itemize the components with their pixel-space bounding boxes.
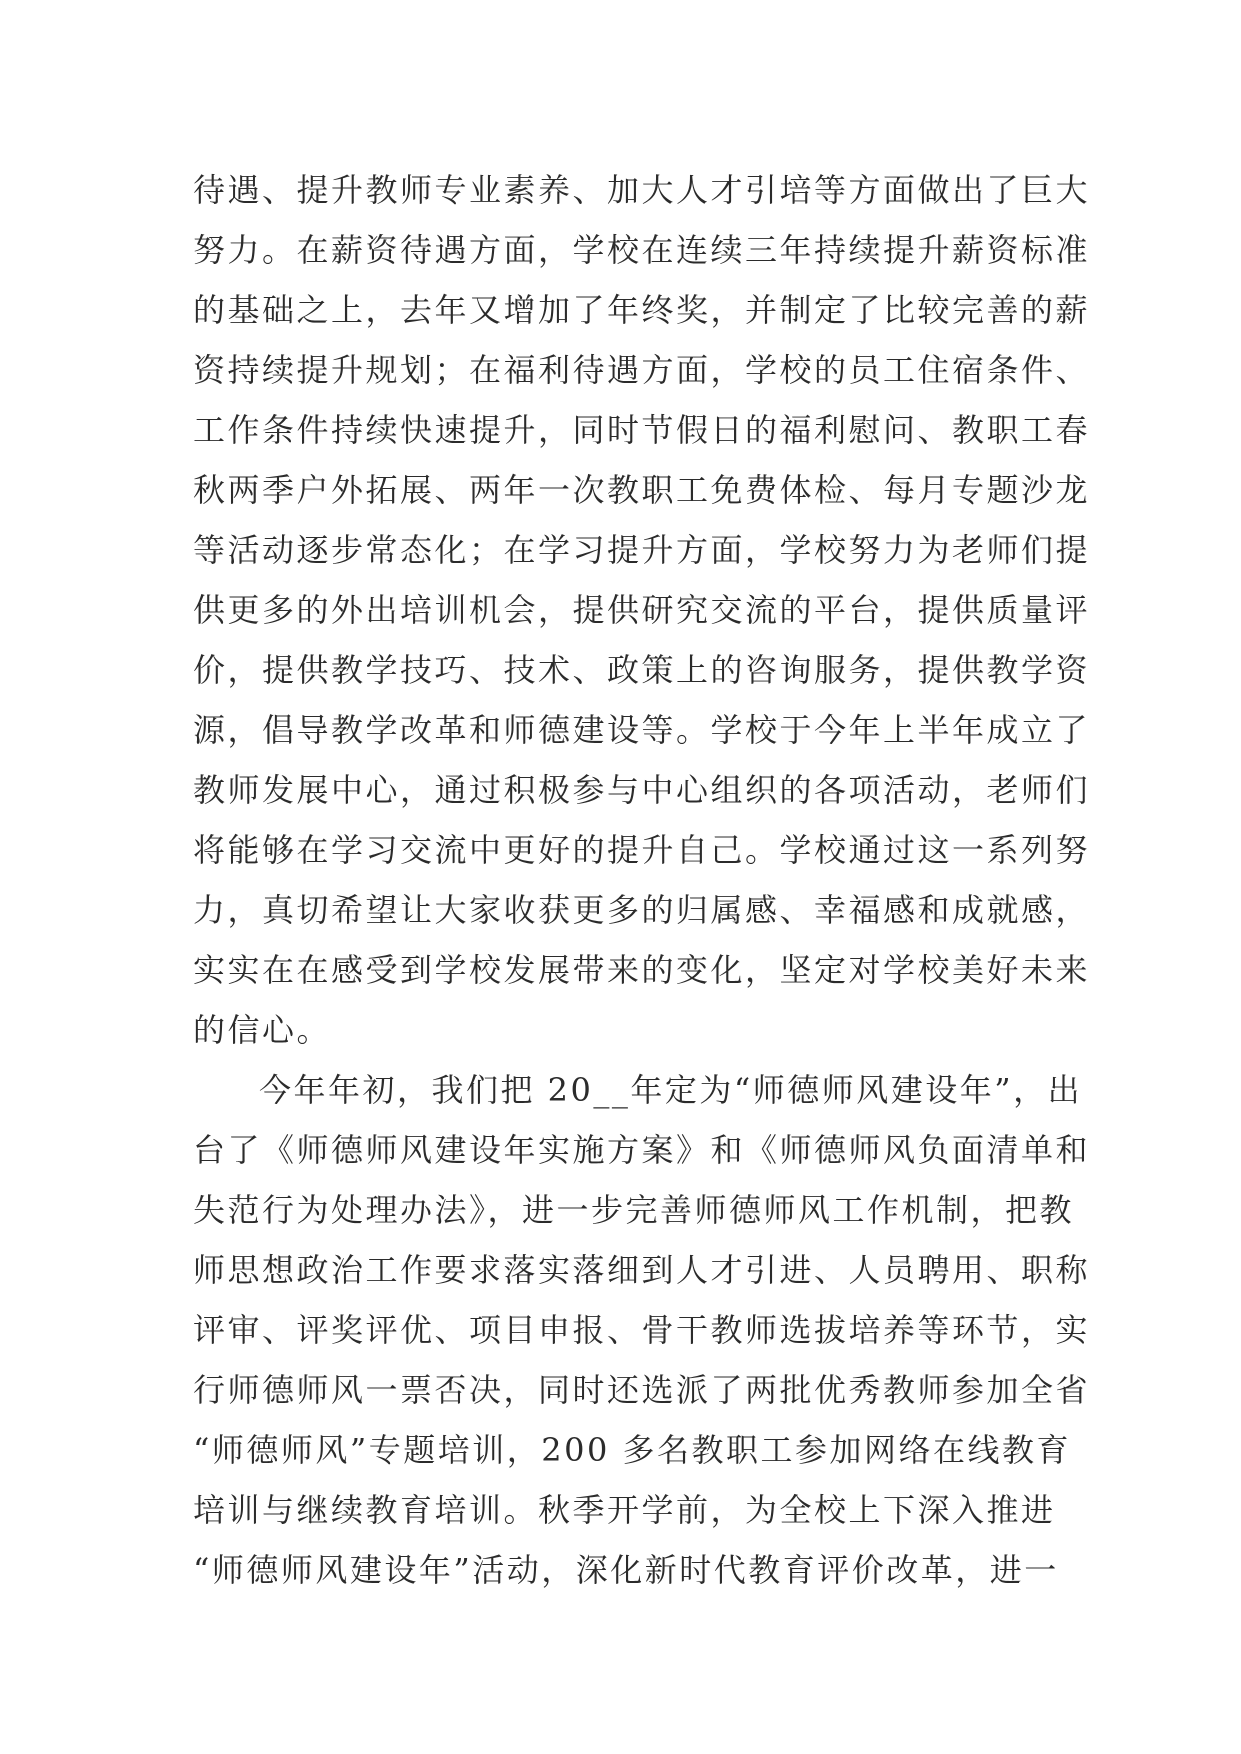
text-line: 供更多的外出培训机会，提供研究交流的平台，提供质量评 xyxy=(193,591,1091,629)
text-line: 今年年初，我们把 20__年定为“师德师风建设年”，出 xyxy=(259,1071,1083,1109)
text-line: 力，真切希望让大家收获更多的归属感、幸福感和成就感， xyxy=(193,891,1091,929)
paragraph-1 xyxy=(193,160,1091,1060)
text-line: 的信心。 xyxy=(193,1011,332,1049)
text-line: “师德师风”专题培训，200 多名教职工参加网络在线教育 xyxy=(193,1431,1071,1469)
text-line: 师思想政治工作要求落实落细到人才引进、人员聘用、职称 xyxy=(193,1251,1091,1289)
text-line: 待遇、提升教师专业素养、加大人才引培等方面做出了巨大 xyxy=(193,171,1091,209)
text-line: 失范行为处理办法》，进一步完善师德师风工作机制，把教 xyxy=(193,1191,1075,1229)
text-line: 源，倡导教学改革和师德建设等。学校于今年上半年成立了 xyxy=(193,711,1091,749)
text-line: 等活动逐步常态化；在学习提升方面，学校努力为老师们提 xyxy=(193,531,1091,569)
text-line: 培训与继续教育培训。秋季开学前，为全校上下深入推进 xyxy=(193,1491,1056,1529)
document-body xyxy=(193,160,1091,1600)
text-line: 努力。在薪资待遇方面，学校在连续三年持续提升薪资标准 xyxy=(193,231,1091,269)
text-line: 价，提供教学技巧、技术、政策上的咨询服务，提供教学资 xyxy=(193,651,1091,689)
paragraph-2 xyxy=(193,1060,1091,1600)
text-line: 教师发展中心，通过积极参与中心组织的各项活动，老师们 xyxy=(193,771,1091,809)
text-line: 台了《师德师风建设年实施方案》和《师德师风负面清单和 xyxy=(193,1131,1091,1169)
text-line: 评审、评奖评优、项目申报、骨干教师选拔培养等环节，实 xyxy=(193,1311,1091,1349)
text-line: 行师德师风一票否决，同时还选派了两批优秀教师参加全省 xyxy=(193,1371,1091,1409)
text-line: 资持续提升规划；在福利待遇方面，学校的员工住宿条件、 xyxy=(193,351,1091,389)
text-line: 的基础之上，去年又增加了年终奖，并制定了比较完善的薪 xyxy=(193,291,1091,329)
text-line: 工作条件持续快速提升，同时节假日的福利慰问、教职工春 xyxy=(193,411,1091,449)
text-line: 实实在在感受到学校发展带来的变化，坚定对学校美好未来 xyxy=(193,951,1091,989)
text-line: “师德师风建设年”活动，深化新时代教育评价改革，进一 xyxy=(193,1551,1059,1589)
text-line: 将能够在学习交流中更好的提升自己。学校通过这一系列努 xyxy=(193,831,1091,869)
text-line: 秋两季户外拓展、两年一次教职工免费体检、每月专题沙龙 xyxy=(193,471,1091,509)
